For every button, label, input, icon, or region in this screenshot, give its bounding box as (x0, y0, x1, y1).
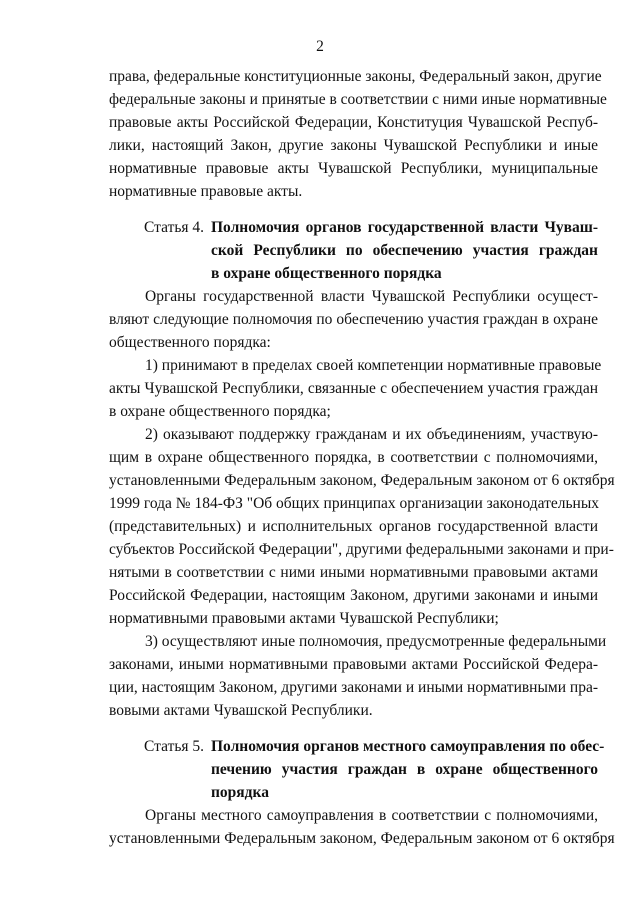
text-line: Органы местного самоуправления в соответствии с полномочиями, (145, 807, 598, 824)
text-line: нормативные правовые акты. (109, 183, 303, 200)
article-title-line: в охране общественного порядка (211, 265, 442, 282)
article-title-line: Полномочия органов государственной власти Чуваш- (211, 219, 598, 236)
text-line: общественного порядка: (109, 334, 271, 351)
article-label: Статья 5. (144, 738, 205, 755)
text-line: правовые акты Российской Федерации, Конституция Чувашской Респуб- (109, 114, 598, 131)
text-line: акты Чувашской Республики, связанные с обеспечением участия граждан (109, 380, 598, 397)
article-title-line: порядка (211, 784, 269, 801)
article-title-line: Полномочия органов местного самоуправления по обес- (211, 738, 605, 755)
text-line: права, федеральные конституционные законы, Федеральный закон, другие (109, 68, 602, 85)
page-number: 2 (316, 38, 324, 55)
text-line: нормативными правовыми актами Чувашской Республики; (109, 610, 499, 627)
text-line: ции, настоящим Законом, другими законами и иными нормативными пра- (109, 679, 598, 696)
text-line: 1999 года № 184-ФЗ "Об общих принципах организации законодательных (109, 495, 600, 512)
text-line: нормативные правовые акты Чувашской Республики, муниципальные (109, 160, 598, 177)
text-line: установленными Федеральным законом, Федеральным законом от 6 октября (109, 830, 615, 847)
text-line: 1) принимают в пределах своей компетенции нормативные правовые (145, 357, 602, 374)
article-label: Статья 4. (144, 219, 205, 236)
text-line: 3) осуществляют иные полномочия, предусмотренные федеральными (145, 633, 607, 650)
text-line: Российской Федерации, настоящим Законом, другими законами и иными (109, 587, 598, 604)
text-line: законами, иными нормативными правовыми актами Российской Федера- (109, 656, 598, 673)
article-title-line: печению участия граждан в охране общественного (211, 761, 598, 778)
text-line: щим в охране общественного порядка, в соответствии с полномочиями, (109, 449, 598, 466)
text-line: субъектов Российской Федерации", другими федеральными законами и при- (109, 541, 614, 558)
article-title-line: ской Республики по обеспечению участия граждан (211, 242, 598, 259)
text-line: Органы государственной власти Чувашской Республики осущест- (145, 288, 598, 305)
text-line: федеральные законы и принятые в соответствии с ними иные нормативные (109, 91, 607, 108)
text-line: в охране общественного порядка; (109, 403, 331, 420)
text-line: 2) оказывают поддержку гражданам и их объединениям, участвую- (145, 426, 598, 443)
text-line: установленными Федеральным законом, Федеральным законом от 6 октября (109, 472, 615, 489)
text-line: нятыми в соответствии с ними иными нормативными правовыми актами (109, 564, 598, 581)
text-line: лики, настоящий Закон, другие законы Чувашской Республики и иные (109, 137, 598, 154)
text-line: вляют следующие полномочия по обеспечению участия граждан в охране (109, 311, 598, 328)
text-line: (представительных) и исполнительных органов государственной власти (109, 518, 598, 535)
text-line: вовыми актами Чувашской Республики. (109, 702, 373, 719)
